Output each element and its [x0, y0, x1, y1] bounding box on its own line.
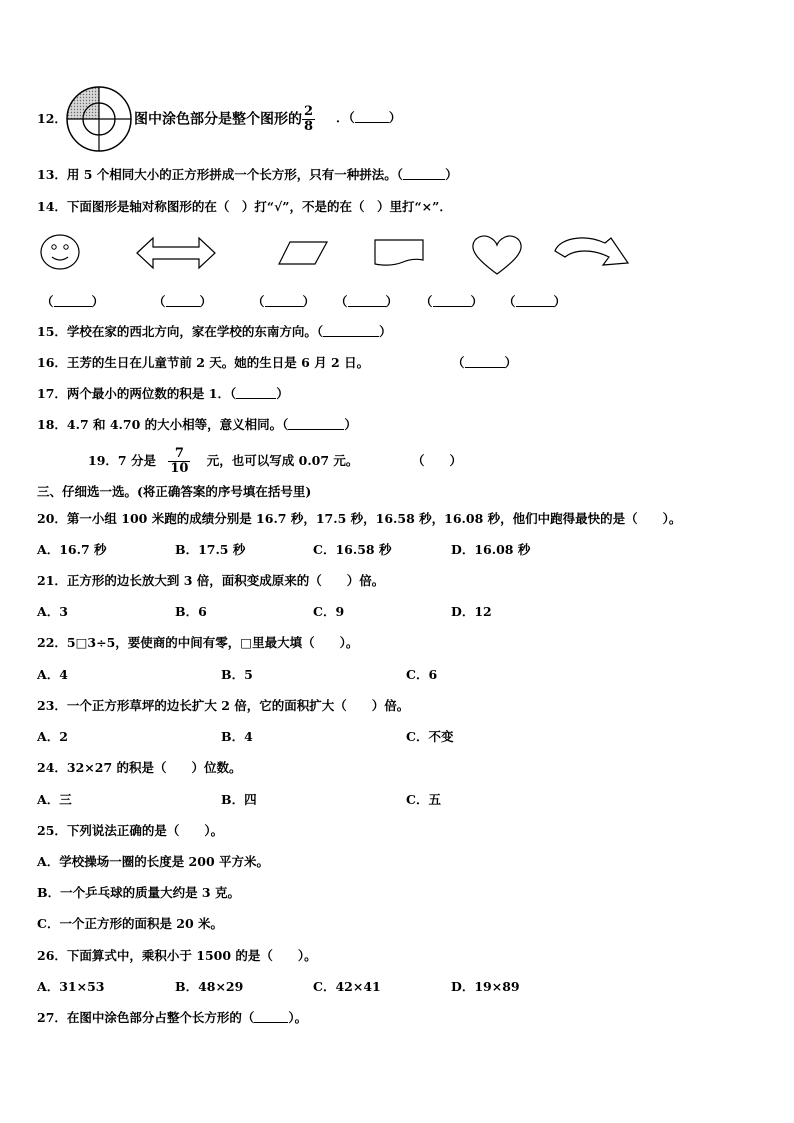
q19 — [88, 445, 358, 477]
q18-answer-blank[interactable] — [288, 417, 344, 430]
q12-answer-blank[interactable] — [355, 110, 389, 123]
q25-text: 25．下列说法正确的是（ ）。 — [37, 823, 224, 838]
curved-arrow-icon — [553, 235, 631, 269]
q17-text: 17．两个最小的两位数的积是 1．（ — [37, 386, 237, 401]
q12-denominator: 8 — [304, 119, 314, 134]
q17 — [37, 386, 289, 402]
q26-text: 26．下面算式中，乘积小于 1500 的是（ ）。 — [37, 948, 317, 963]
q24-text: 24．32×27 的积是（ ）位数。 — [37, 760, 242, 775]
q17-answer-blank[interactable] — [236, 386, 276, 399]
q12-circle-figure — [64, 84, 134, 154]
q26-option-a[interactable]: A．31×53 — [37, 979, 105, 994]
q19-fraction — [168, 447, 190, 476]
q26-option-d[interactable]: D．19×89 — [451, 979, 520, 994]
q14-blank-2[interactable] — [166, 294, 200, 307]
q27-close: ）。 — [288, 1010, 308, 1025]
q26-option-b[interactable]: B．48×29 — [175, 979, 244, 994]
q20-option-b[interactable]: B．17.5 秒 — [175, 542, 246, 557]
q18-text: 18．4.7 和 4.70 的大小相等，意义相同。（ — [37, 417, 289, 432]
q23-option-c[interactable]: C．不变 — [406, 729, 454, 744]
q16-answer-blank[interactable] — [465, 355, 505, 368]
q20-text: 20．第一小组 100 米跑的成绩分别是 16.7 秒，17.5 秒，16.58 秒，16.08 秒，他们中跑得最快的是（ ）。 — [37, 511, 682, 526]
q14-answer-slot-3: （ ） — [252, 294, 316, 309]
q21-option-a[interactable]: A．3 — [37, 604, 68, 619]
q14-answer-slot-4: （ ） — [335, 294, 399, 309]
section-3-heading: 三、仔细选一选。(将正确答案的序号填在括号里) — [37, 484, 312, 499]
q14-blank-4[interactable] — [348, 294, 386, 307]
q27-answer-blank[interactable] — [254, 1010, 288, 1023]
q12-answer — [336, 110, 401, 126]
q13 — [37, 167, 458, 183]
q15-text: 15．学校在家的西北方向，家在学校的东南方向。（ — [37, 324, 324, 339]
q20-option-d[interactable]: D．16.08 秒 — [451, 542, 531, 557]
q25-option-c[interactable]: C．一个正方形的面积是 20 米。 — [37, 916, 224, 931]
q20-option-c[interactable]: C．16.58 秒 — [313, 542, 392, 557]
q13-text: 13．用 5 个相同大小的正方形拼成一个长方形，只有一种拼法。（ — [37, 167, 404, 182]
q14-blank-3[interactable] — [265, 294, 303, 307]
q13-answer-blank[interactable] — [403, 167, 445, 180]
q14-blank-1[interactable] — [54, 294, 92, 307]
q22-option-a[interactable]: A．4 — [37, 667, 68, 682]
q23-text: 23．一个正方形草坪的边长扩大 2 倍，它的面积扩大（ ）倍。 — [37, 698, 410, 713]
q26-option-c[interactable]: C．42×41 — [313, 979, 381, 994]
q22-text: 22．5□3÷5，要使商的中间有零，□里最大填（ ）。 — [37, 635, 359, 650]
q13-close: ） — [445, 167, 458, 182]
heart-icon — [470, 234, 524, 276]
q12-tail: ．（ — [336, 110, 355, 125]
wavy-rectangle-icon — [373, 238, 425, 268]
q24-option-c[interactable]: C．五 — [406, 792, 441, 807]
q14-blank-6[interactable] — [516, 294, 554, 307]
q16-close: ） — [504, 355, 518, 370]
q14-answer-slot-2: （ ） — [153, 294, 213, 309]
q14-answer-slot-1: （ ） — [41, 294, 105, 309]
q22-option-b[interactable]: B．5 — [221, 667, 253, 682]
q12-fraction — [302, 105, 315, 134]
parallelogram-icon — [278, 241, 328, 265]
q25-option-b[interactable]: B．一个乒乓球的质量大约是 3 克。 — [37, 885, 240, 900]
q17-close: ） — [276, 386, 289, 401]
q19-post: 元，也可以写成 0.07 元。 — [206, 453, 359, 468]
q16-text: 16．王芳的生日在儿童节前 2 天。她的生日是 6 月 2 日。 — [37, 355, 370, 370]
q18 — [37, 417, 357, 433]
q20-option-a[interactable]: A．16.7 秒 — [37, 542, 107, 557]
q25-option-a[interactable]: A．学校操场一圈的长度是 200 平方米。 — [37, 854, 269, 869]
q22-option-c[interactable]: C．6 — [406, 667, 438, 682]
q19-numerator: 7 — [168, 447, 190, 462]
q21-option-b[interactable]: B．6 — [175, 604, 207, 619]
q23-option-a[interactable]: A．2 — [37, 729, 68, 744]
q19-answer-paren[interactable]: （ ） — [412, 453, 463, 468]
q12-text — [134, 105, 315, 134]
q14-text: 14．下面图形是轴对称图形的在（ ）打“√”，不是的在（ ）里打“×”． — [37, 199, 452, 214]
q14-answer-slot-5: （ ） — [420, 294, 484, 309]
q14-blank-5[interactable] — [433, 294, 471, 307]
q18-close: ） — [344, 417, 357, 432]
q12-numerator: 2 — [304, 104, 314, 119]
q27 — [37, 1010, 307, 1026]
q21-text: 21．正方形的边长放大到 3 倍，面积变成原来的（ ）倍。 — [37, 573, 385, 588]
q27-text: 27．在图中涂色部分占整个长方形的（ — [37, 1010, 255, 1025]
q21-option-d[interactable]: D．12 — [451, 604, 492, 619]
smiley-face-icon — [38, 232, 82, 272]
q14-answer-slot-6: （ ） — [503, 294, 567, 309]
q24-option-a[interactable]: A．三 — [37, 792, 72, 807]
q24-option-b[interactable]: B．四 — [221, 792, 257, 807]
q16-open: （ — [452, 355, 465, 370]
q16-answer — [452, 355, 517, 371]
q15-answer-blank[interactable] — [323, 324, 379, 337]
double-arrow-icon — [135, 235, 217, 271]
q19-denominator: 10 — [170, 461, 189, 476]
q15-close: ） — [379, 324, 392, 339]
q12-close: ） — [388, 110, 402, 125]
q23-option-b[interactable]: B．4 — [221, 729, 253, 744]
q15 — [37, 324, 392, 340]
q12-number: 12． — [37, 111, 67, 126]
q19-pre: 19．7 分是 — [88, 453, 156, 468]
q12-stem: 图中涂色部分是整个图形的 — [134, 111, 302, 128]
q21-option-c[interactable]: C．9 — [313, 604, 345, 619]
